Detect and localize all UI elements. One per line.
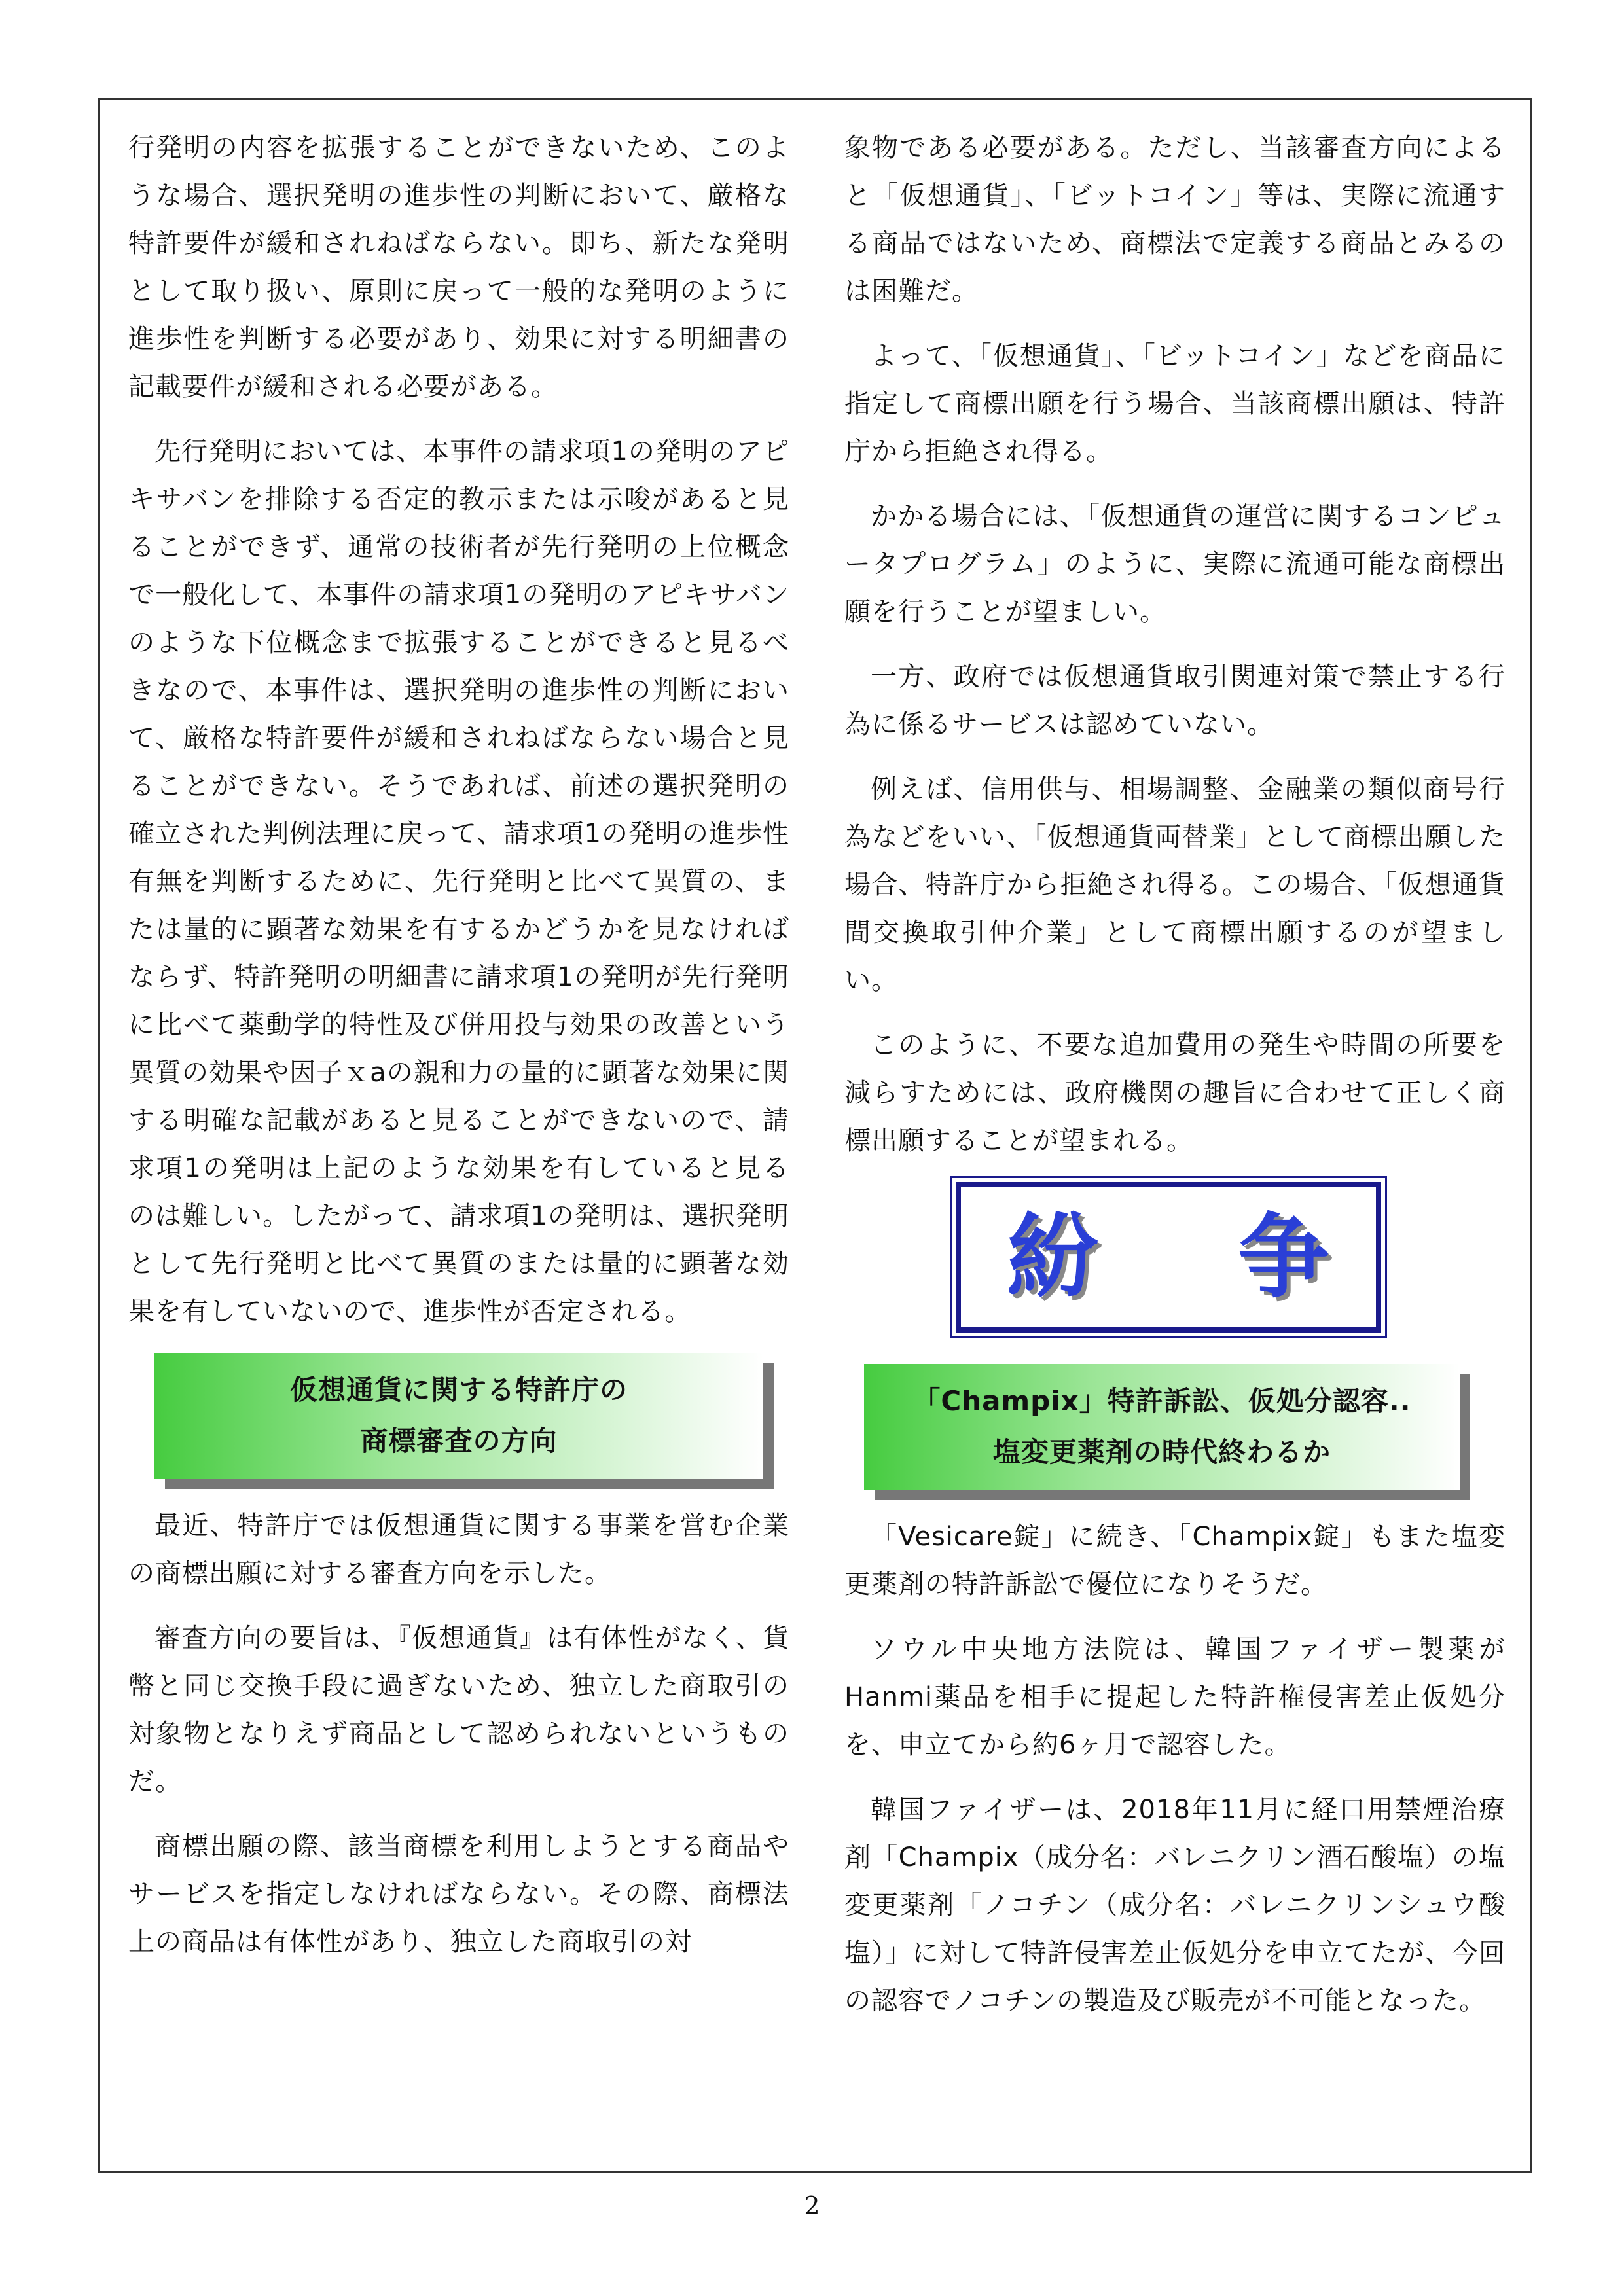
paragraph: 韓国ファイザーは、2018年11月に経口用禁煙治療剤「Champix（成分名：バレニクリン酒石酸塩）の塩変更薬剤「ノコチン（成分名：バレニクリンシュウ酸塩）」に対して特許侵害差止仮処分を申立てたが、今回の認容でノコチンの製造及び販売が不可能となった。 bbox=[844, 1795, 1506, 2016]
paragraph: 象物である必要がある。ただし、当該審査方向によると「仮想通貨」、「ビットコイン」等は、実際に流通する商品ではないため、商標法で定義する商品とみるのは困難だ。 bbox=[844, 133, 1506, 306]
section-char: 争 bbox=[1237, 1204, 1330, 1311]
page-number: 2 bbox=[804, 2191, 820, 2220]
section-char: 紛 bbox=[1007, 1204, 1100, 1311]
paragraph: ソウル中央地方法院は、韓国ファイザー製薬がHanmi薬品を相手に提起した特許権侵害差止仮処分を、申立てから約6ヶ月で認容した。 bbox=[844, 1634, 1506, 1760]
left-column bbox=[128, 124, 789, 1983]
paragraph: かかる場合には、「仮想通貨の運営に関するコンピュータプログラム」のように、実際に流通可能な商標出願を行うことが望ましい。 bbox=[844, 501, 1506, 627]
section-heading-champix bbox=[864, 1364, 1460, 1490]
paragraph: 一方、政府では仮想通貨取引関連対策で禁止する行為に係るサービスは認めていない。 bbox=[844, 662, 1506, 740]
section-banner-dispute bbox=[956, 1182, 1381, 1333]
paragraph: よって、「仮想通貨」、「ビットコイン」などを商品に指定して商標出願を行う場合、当該商標出願は、特許庁から拒絶され得る。 bbox=[844, 341, 1506, 467]
heading-line: 商標審査の方向 bbox=[360, 1425, 558, 1457]
paragraph: 審査方向の要旨は、『仮想通貨』は有体性がなく、貨幣と同じ交換手段に過ぎないため、独立した商取引の対象物となりえず商品として認められないというものだ。 bbox=[128, 1623, 789, 1797]
paragraph: このように、不要な追加費用の発生や時間の所要を減らすためには、政府機関の趣旨に合わせて正しく商標出願することが望まれる。 bbox=[844, 1030, 1506, 1156]
paragraph: 先行発明においては、本事件の請求項1の発明のアピキサバンを排除する否定的教示または示唆があると見ることができず、通常の技術者が先行発明の上位概念で一般化して、本事件の請求項1の発明のアピキサバンのような下位概念まで拡張することができると見るべきなので、本事件は、選択発明の進歩性の判断において、厳格な特許要件が緩和されねばならない場合と見ることができない。そうであれば、前述の選択発明の確立された判例法理に戻って、請求項1の発明の進歩性有無を判断するために、先行発明と比べて異質の、または量的に顕著な効果を有するかどうかを見なければならず、特許発明の明細書に請求項1の発明が先行発明に比べて薬動学的特性及び併用投与効果の改善という異質の効果や因子ｘaの親和力の量的に顕著な効果に関する明確な記載があると見ることができないので、請求項1の発明は上記のような効果を有していると見るのは難しい。したがって、請求項1の発明は、選択発明として先行発明と比べて異質のまたは量的に顕著な効果を有していないので、進歩性が否定される。 bbox=[128, 437, 789, 1327]
paragraph: 例えば、信用供与、相場調整、金融業の類似商号行為などをいい、「仮想通貨両替業」として商標出願した場合、特許庁から拒絶され得る。この場合、「仮想通貨間交換取引仲介業」として商標出願するのが望ましい。 bbox=[844, 774, 1506, 996]
paragraph: 「Vesicare錠」に続き、「Champix錠」もまた塩変更薬剤の特許訴訟で優位になりそうだ。 bbox=[844, 1522, 1506, 1600]
paragraph: 行発明の内容を拡張することができないため、このような場合、選択発明の進歩性の判断において、厳格な特許要件が緩和されねばならない。即ち、新たな発明として取り扱い、原則に戻って一般的な発明のように進歩性を判断する必要があり、効果に対する明細書の記載要件が緩和される必要がある。 bbox=[128, 133, 789, 402]
section-heading-trademark bbox=[154, 1353, 763, 1479]
heading-line: 「Champix」特許訴訟、仮処分認容.. bbox=[912, 1385, 1411, 1417]
heading-line: 仮想通貨に関する特許庁の bbox=[289, 1374, 628, 1406]
right-column bbox=[844, 124, 1506, 2042]
heading-line: 塩変更薬剤の時代終わるか bbox=[992, 1436, 1331, 1468]
paragraph: 最近、特許庁では仮想通貨に関する事業を営む企業の商標出願に対する審査方向を示した。 bbox=[128, 1511, 789, 1588]
paragraph: 商標出願の際、該当商標を利用しようとする商品やサービスを指定しなければならない。その際、商標法上の商品は有体性があり、独立した商取引の対 bbox=[128, 1831, 789, 1957]
